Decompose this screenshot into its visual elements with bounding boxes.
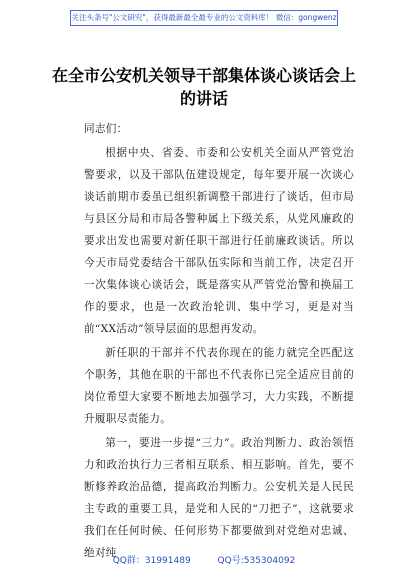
top-banner: 关注头条号"公文研究"，获得最新最全最专业的公文资料库！ 微信：gongwenz <box>70 10 338 26</box>
footer-qq: QQ号:535304092 <box>217 556 296 566</box>
document-title: 在全市公安机关领导干部集体谈心谈话会上的讲话 <box>51 66 356 108</box>
paragraph: 根据中央、省委、市委和公安机关全面从严管党治警要求，以及干部队伍建设规定，每年要开展一次谈心谈话前期市委虽已组织新调整干部进行了谈话，但市局与县区分局和市局各警种属上下级关系，从党风廉政的要求出发也需要对新任职干部进行任前廉政谈话。所以今天市局党委结合干部队伍实际和当前工作，决定召开一次集体谈心谈话会，既是落实从严管党治警和换届工作的要求，也是一次政治轮训、集中学习，更是对当前“XX活动”领导层面的思想再发动。 <box>84 147 354 335</box>
paragraph: 第一，要进一步提“三力”。政治判断力、政治领悟力和政治执行力三者相互联系、相互影响。首先，要不断修养政治品德，提高政治判断力。公安机关是人民民主专政的重要工具，是党和人民的“刀把子”，这就要求我们在任何时候、任何形势下都要做到对党绝对忠诚、绝对纯 <box>84 437 354 559</box>
paragraph: 新任职的干部并不代表你现在的能力就完全匹配这个职务，其他在职的干部也不代表你已完全适应目前的岗位希望大家要不断地去加强学习，大力实践，不断提升履职尽责能力。 <box>84 347 354 425</box>
footer <box>0 553 408 566</box>
document-body <box>84 118 354 566</box>
salutation: 同志们： <box>84 123 128 135</box>
footer-qq-group: QQ群：31991489 <box>112 556 191 566</box>
